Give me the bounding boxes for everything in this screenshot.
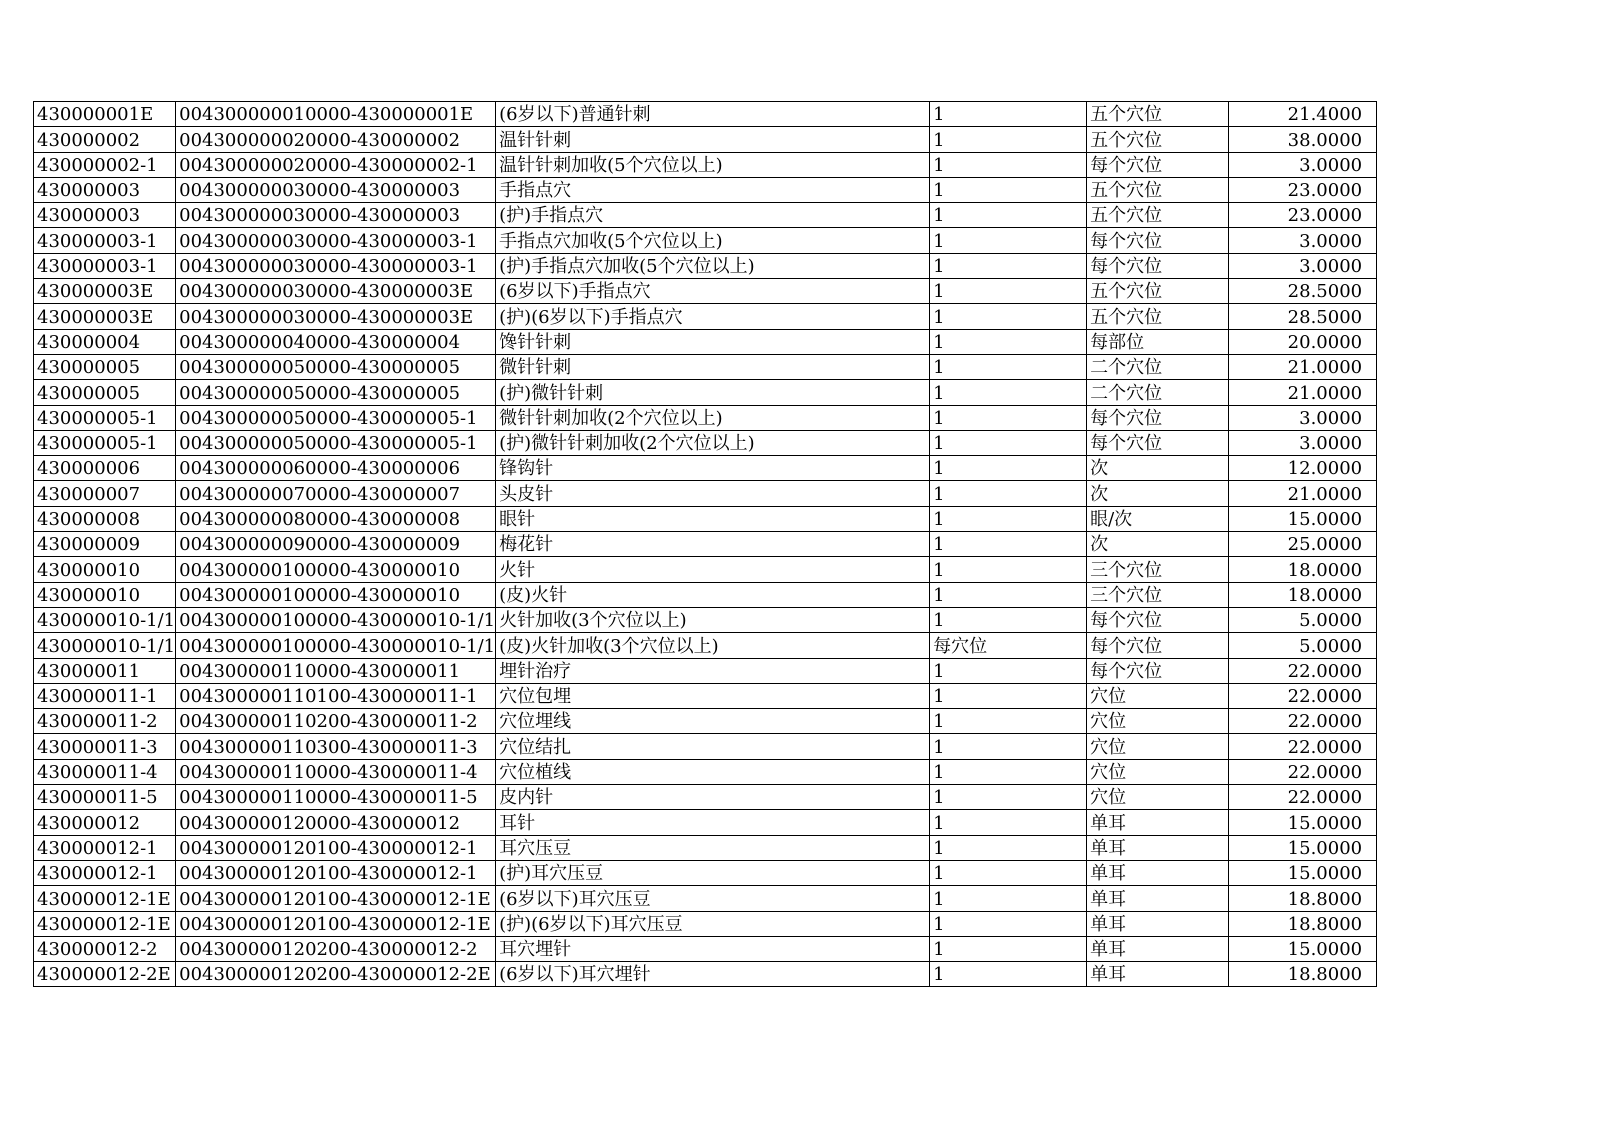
national-code-cell: 004300000120200-430000012-2E bbox=[176, 962, 496, 987]
unit-cell: 次 bbox=[1087, 456, 1229, 481]
price-table-body bbox=[34, 102, 1377, 987]
price-cell: 22.0000 bbox=[1229, 683, 1377, 708]
item-name-cell: (护)微针针刺 bbox=[496, 380, 930, 405]
item-name-cell: (护)手指点穴加收(5个穴位以上) bbox=[496, 253, 930, 278]
item-name-cell: 皮内针 bbox=[496, 785, 930, 810]
price-cell: 18.8000 bbox=[1229, 911, 1377, 936]
price-cell: 28.5000 bbox=[1229, 304, 1377, 329]
national-code-cell: 004300000030000-430000003E bbox=[176, 304, 496, 329]
national-code-cell: 004300000120200-430000012-2 bbox=[176, 936, 496, 961]
quantity-cell: 1 bbox=[930, 380, 1087, 405]
national-code-cell: 004300000030000-430000003 bbox=[176, 203, 496, 228]
price-cell: 3.0000 bbox=[1229, 228, 1377, 253]
quantity-cell: 1 bbox=[930, 430, 1087, 455]
national-code-cell: 004300000100000-430000010-1/1 bbox=[176, 633, 496, 658]
quantity-cell: 1 bbox=[930, 683, 1087, 708]
quantity-cell: 1 bbox=[930, 658, 1087, 683]
quantity-cell: 1 bbox=[930, 304, 1087, 329]
table-row bbox=[34, 430, 1377, 455]
item-code-cell: 430000011-3 bbox=[34, 734, 176, 759]
price-cell: 38.0000 bbox=[1229, 127, 1377, 152]
national-code-cell: 004300000050000-430000005 bbox=[176, 354, 496, 379]
unit-cell: 五个穴位 bbox=[1087, 177, 1229, 202]
table-row bbox=[34, 405, 1377, 430]
table-row bbox=[34, 152, 1377, 177]
item-name-cell: 头皮针 bbox=[496, 481, 930, 506]
national-code-cell: 004300000090000-430000009 bbox=[176, 532, 496, 557]
item-name-cell: 耳穴埋针 bbox=[496, 936, 930, 961]
unit-cell: 二个穴位 bbox=[1087, 380, 1229, 405]
quantity-cell: 1 bbox=[930, 253, 1087, 278]
item-code-cell: 430000001E bbox=[34, 102, 176, 127]
item-name-cell: (皮)火针加收(3个穴位以上) bbox=[496, 633, 930, 658]
price-cell: 15.0000 bbox=[1229, 936, 1377, 961]
quantity-cell: 1 bbox=[930, 607, 1087, 632]
unit-cell: 三个穴位 bbox=[1087, 582, 1229, 607]
quantity-cell: 1 bbox=[930, 835, 1087, 860]
item-name-cell: (6岁以下)耳穴压豆 bbox=[496, 886, 930, 911]
unit-cell: 二个穴位 bbox=[1087, 354, 1229, 379]
quantity-cell: 1 bbox=[930, 329, 1087, 354]
item-code-cell: 430000011-5 bbox=[34, 785, 176, 810]
item-code-cell: 430000010-1/1 bbox=[34, 607, 176, 632]
national-code-cell: 004300000030000-430000003-1 bbox=[176, 228, 496, 253]
item-code-cell: 430000004 bbox=[34, 329, 176, 354]
quantity-cell: 1 bbox=[930, 886, 1087, 911]
item-code-cell: 430000012 bbox=[34, 810, 176, 835]
table-row bbox=[34, 759, 1377, 784]
table-row bbox=[34, 329, 1377, 354]
table-row bbox=[34, 127, 1377, 152]
item-code-cell: 430000009 bbox=[34, 532, 176, 557]
item-name-cell: 温针针刺加收(5个穴位以上) bbox=[496, 152, 930, 177]
item-code-cell: 430000008 bbox=[34, 506, 176, 531]
table-row bbox=[34, 886, 1377, 911]
national-code-cell: 004300000100000-430000010-1/1 bbox=[176, 607, 496, 632]
item-name-cell: 穴位埋线 bbox=[496, 709, 930, 734]
table-row bbox=[34, 380, 1377, 405]
national-code-cell: 004300000010000-430000001E bbox=[176, 102, 496, 127]
item-name-cell: 埋针治疗 bbox=[496, 658, 930, 683]
item-code-cell: 430000012-2 bbox=[34, 936, 176, 961]
national-code-cell: 004300000050000-430000005 bbox=[176, 380, 496, 405]
table-row bbox=[34, 709, 1377, 734]
quantity-cell: 1 bbox=[930, 734, 1087, 759]
price-cell: 3.0000 bbox=[1229, 253, 1377, 278]
price-cell: 21.0000 bbox=[1229, 354, 1377, 379]
national-code-cell: 004300000030000-430000003E bbox=[176, 279, 496, 304]
item-name-cell: (6岁以下)耳穴埋针 bbox=[496, 962, 930, 987]
unit-cell: 单耳 bbox=[1087, 835, 1229, 860]
table-row bbox=[34, 456, 1377, 481]
item-code-cell: 430000005 bbox=[34, 354, 176, 379]
quantity-cell: 1 bbox=[930, 405, 1087, 430]
item-code-cell: 430000007 bbox=[34, 481, 176, 506]
unit-cell: 每个穴位 bbox=[1087, 253, 1229, 278]
quantity-cell: 1 bbox=[930, 228, 1087, 253]
item-code-cell: 430000002-1 bbox=[34, 152, 176, 177]
price-cell: 18.0000 bbox=[1229, 557, 1377, 582]
national-code-cell: 004300000110000-430000011 bbox=[176, 658, 496, 683]
price-cell: 20.0000 bbox=[1229, 329, 1377, 354]
item-name-cell: 锋钩针 bbox=[496, 456, 930, 481]
unit-cell: 单耳 bbox=[1087, 911, 1229, 936]
unit-cell: 穴位 bbox=[1087, 683, 1229, 708]
unit-cell: 每个穴位 bbox=[1087, 152, 1229, 177]
item-code-cell: 430000003-1 bbox=[34, 228, 176, 253]
item-code-cell: 430000010 bbox=[34, 557, 176, 582]
unit-cell: 五个穴位 bbox=[1087, 102, 1229, 127]
national-code-cell: 004300000120100-430000012-1 bbox=[176, 860, 496, 885]
table-row bbox=[34, 582, 1377, 607]
price-cell: 22.0000 bbox=[1229, 658, 1377, 683]
item-name-cell: 耳穴压豆 bbox=[496, 835, 930, 860]
unit-cell: 每个穴位 bbox=[1087, 228, 1229, 253]
quantity-cell: 1 bbox=[930, 709, 1087, 734]
quantity-cell: 1 bbox=[930, 506, 1087, 531]
price-cell: 3.0000 bbox=[1229, 430, 1377, 455]
item-name-cell: (护)微针针刺加收(2个穴位以上) bbox=[496, 430, 930, 455]
table-row bbox=[34, 785, 1377, 810]
national-code-cell: 004300000100000-430000010 bbox=[176, 557, 496, 582]
table-row bbox=[34, 203, 1377, 228]
table-row bbox=[34, 177, 1377, 202]
item-name-cell: 手指点穴加收(5个穴位以上) bbox=[496, 228, 930, 253]
national-code-cell: 004300000020000-430000002-1 bbox=[176, 152, 496, 177]
price-cell: 15.0000 bbox=[1229, 506, 1377, 531]
unit-cell: 次 bbox=[1087, 481, 1229, 506]
item-name-cell: 眼针 bbox=[496, 506, 930, 531]
quantity-cell: 1 bbox=[930, 860, 1087, 885]
unit-cell: 穴位 bbox=[1087, 785, 1229, 810]
quantity-cell: 每穴位 bbox=[930, 633, 1087, 658]
national-code-cell: 004300000030000-430000003 bbox=[176, 177, 496, 202]
national-code-cell: 004300000120100-430000012-1 bbox=[176, 835, 496, 860]
price-cell: 3.0000 bbox=[1229, 405, 1377, 430]
item-name-cell: 火针加收(3个穴位以上) bbox=[496, 607, 930, 632]
unit-cell: 单耳 bbox=[1087, 936, 1229, 961]
unit-cell: 穴位 bbox=[1087, 759, 1229, 784]
item-name-cell: (6岁以下)普通针刺 bbox=[496, 102, 930, 127]
national-code-cell: 004300000080000-430000008 bbox=[176, 506, 496, 531]
item-code-cell: 430000011 bbox=[34, 658, 176, 683]
national-code-cell: 004300000110300-430000011-3 bbox=[176, 734, 496, 759]
price-cell: 18.8000 bbox=[1229, 886, 1377, 911]
price-cell: 28.5000 bbox=[1229, 279, 1377, 304]
price-cell: 5.0000 bbox=[1229, 607, 1377, 632]
item-name-cell: (皮)火针 bbox=[496, 582, 930, 607]
unit-cell: 单耳 bbox=[1087, 886, 1229, 911]
unit-cell: 单耳 bbox=[1087, 810, 1229, 835]
unit-cell: 次 bbox=[1087, 532, 1229, 557]
item-code-cell: 430000012-2E bbox=[34, 962, 176, 987]
unit-cell: 每个穴位 bbox=[1087, 430, 1229, 455]
price-cell: 22.0000 bbox=[1229, 734, 1377, 759]
item-name-cell: (护)手指点穴 bbox=[496, 203, 930, 228]
item-code-cell: 430000010-1/1 bbox=[34, 633, 176, 658]
item-name-cell: (6岁以下)手指点穴 bbox=[496, 279, 930, 304]
item-name-cell: 梅花针 bbox=[496, 532, 930, 557]
price-cell: 21.0000 bbox=[1229, 481, 1377, 506]
item-code-cell: 430000011-2 bbox=[34, 709, 176, 734]
price-cell: 18.0000 bbox=[1229, 582, 1377, 607]
quantity-cell: 1 bbox=[930, 102, 1087, 127]
quantity-cell: 1 bbox=[930, 127, 1087, 152]
price-cell: 5.0000 bbox=[1229, 633, 1377, 658]
table-row bbox=[34, 506, 1377, 531]
price-cell: 22.0000 bbox=[1229, 759, 1377, 784]
unit-cell: 每个穴位 bbox=[1087, 658, 1229, 683]
national-code-cell: 004300000100000-430000010 bbox=[176, 582, 496, 607]
national-code-cell: 004300000120100-430000012-1E bbox=[176, 911, 496, 936]
quantity-cell: 1 bbox=[930, 279, 1087, 304]
quantity-cell: 1 bbox=[930, 759, 1087, 784]
national-code-cell: 004300000110000-430000011-5 bbox=[176, 785, 496, 810]
price-cell: 18.8000 bbox=[1229, 962, 1377, 987]
price-cell: 25.0000 bbox=[1229, 532, 1377, 557]
item-code-cell: 430000003-1 bbox=[34, 253, 176, 278]
price-cell: 15.0000 bbox=[1229, 860, 1377, 885]
table-row bbox=[34, 228, 1377, 253]
table-row bbox=[34, 102, 1377, 127]
table-row bbox=[34, 304, 1377, 329]
table-row bbox=[34, 658, 1377, 683]
table-row bbox=[34, 279, 1377, 304]
item-name-cell: (护)耳穴压豆 bbox=[496, 860, 930, 885]
national-code-cell: 004300000120000-430000012 bbox=[176, 810, 496, 835]
price-cell: 23.0000 bbox=[1229, 203, 1377, 228]
item-name-cell: 耳针 bbox=[496, 810, 930, 835]
unit-cell: 五个穴位 bbox=[1087, 127, 1229, 152]
table-row bbox=[34, 734, 1377, 759]
price-cell: 3.0000 bbox=[1229, 152, 1377, 177]
unit-cell: 每个穴位 bbox=[1087, 405, 1229, 430]
national-code-cell: 004300000110100-430000011-1 bbox=[176, 683, 496, 708]
table-row bbox=[34, 633, 1377, 658]
item-name-cell: 微针针刺 bbox=[496, 354, 930, 379]
item-code-cell: 430000010 bbox=[34, 582, 176, 607]
table-row bbox=[34, 835, 1377, 860]
national-code-cell: 004300000120100-430000012-1E bbox=[176, 886, 496, 911]
item-code-cell: 430000012-1 bbox=[34, 860, 176, 885]
unit-cell: 三个穴位 bbox=[1087, 557, 1229, 582]
quantity-cell: 1 bbox=[930, 203, 1087, 228]
price-table bbox=[33, 101, 1377, 987]
table-row bbox=[34, 810, 1377, 835]
item-name-cell: 温针针刺 bbox=[496, 127, 930, 152]
table-row bbox=[34, 607, 1377, 632]
item-code-cell: 430000011-1 bbox=[34, 683, 176, 708]
unit-cell: 每部位 bbox=[1087, 329, 1229, 354]
item-code-cell: 430000012-1E bbox=[34, 911, 176, 936]
item-code-cell: 430000002 bbox=[34, 127, 176, 152]
item-code-cell: 430000012-1 bbox=[34, 835, 176, 860]
price-cell: 12.0000 bbox=[1229, 456, 1377, 481]
unit-cell: 单耳 bbox=[1087, 860, 1229, 885]
item-name-cell: 火针 bbox=[496, 557, 930, 582]
unit-cell: 五个穴位 bbox=[1087, 203, 1229, 228]
item-code-cell: 430000006 bbox=[34, 456, 176, 481]
table-row bbox=[34, 936, 1377, 961]
national-code-cell: 004300000030000-430000003-1 bbox=[176, 253, 496, 278]
quantity-cell: 1 bbox=[930, 481, 1087, 506]
table-row bbox=[34, 557, 1377, 582]
item-code-cell: 430000005 bbox=[34, 380, 176, 405]
item-code-cell: 430000005-1 bbox=[34, 430, 176, 455]
unit-cell: 眼/次 bbox=[1087, 506, 1229, 531]
item-code-cell: 430000003 bbox=[34, 177, 176, 202]
table-row bbox=[34, 481, 1377, 506]
item-code-cell: 430000012-1E bbox=[34, 886, 176, 911]
quantity-cell: 1 bbox=[930, 582, 1087, 607]
item-name-cell: (护)(6岁以下)手指点穴 bbox=[496, 304, 930, 329]
quantity-cell: 1 bbox=[930, 354, 1087, 379]
quantity-cell: 1 bbox=[930, 152, 1087, 177]
national-code-cell: 004300000050000-430000005-1 bbox=[176, 405, 496, 430]
national-code-cell: 004300000060000-430000006 bbox=[176, 456, 496, 481]
table-row bbox=[34, 354, 1377, 379]
unit-cell: 穴位 bbox=[1087, 734, 1229, 759]
item-name-cell: 穴位结扎 bbox=[496, 734, 930, 759]
table-row bbox=[34, 911, 1377, 936]
price-cell: 22.0000 bbox=[1229, 709, 1377, 734]
quantity-cell: 1 bbox=[930, 557, 1087, 582]
item-code-cell: 430000005-1 bbox=[34, 405, 176, 430]
unit-cell: 五个穴位 bbox=[1087, 279, 1229, 304]
unit-cell: 每个穴位 bbox=[1087, 607, 1229, 632]
item-code-cell: 430000003E bbox=[34, 304, 176, 329]
quantity-cell: 1 bbox=[930, 456, 1087, 481]
price-cell: 15.0000 bbox=[1229, 810, 1377, 835]
price-cell: 22.0000 bbox=[1229, 785, 1377, 810]
price-cell: 15.0000 bbox=[1229, 835, 1377, 860]
table-row bbox=[34, 962, 1377, 987]
table-row bbox=[34, 532, 1377, 557]
quantity-cell: 1 bbox=[930, 177, 1087, 202]
item-name-cell: 馋针针刺 bbox=[496, 329, 930, 354]
national-code-cell: 004300000110000-430000011-4 bbox=[176, 759, 496, 784]
unit-cell: 五个穴位 bbox=[1087, 304, 1229, 329]
item-code-cell: 430000003E bbox=[34, 279, 176, 304]
quantity-cell: 1 bbox=[930, 532, 1087, 557]
item-name-cell: (护)(6岁以下)耳穴压豆 bbox=[496, 911, 930, 936]
price-cell: 21.4000 bbox=[1229, 102, 1377, 127]
unit-cell: 穴位 bbox=[1087, 709, 1229, 734]
table-row bbox=[34, 683, 1377, 708]
item-code-cell: 430000011-4 bbox=[34, 759, 176, 784]
national-code-cell: 004300000070000-430000007 bbox=[176, 481, 496, 506]
quantity-cell: 1 bbox=[930, 936, 1087, 961]
unit-cell: 单耳 bbox=[1087, 962, 1229, 987]
national-code-cell: 004300000110200-430000011-2 bbox=[176, 709, 496, 734]
price-cell: 21.0000 bbox=[1229, 380, 1377, 405]
item-name-cell: 手指点穴 bbox=[496, 177, 930, 202]
table-row bbox=[34, 860, 1377, 885]
unit-cell: 每个穴位 bbox=[1087, 633, 1229, 658]
item-code-cell: 430000003 bbox=[34, 203, 176, 228]
national-code-cell: 004300000020000-430000002 bbox=[176, 127, 496, 152]
price-cell: 23.0000 bbox=[1229, 177, 1377, 202]
national-code-cell: 004300000050000-430000005-1 bbox=[176, 430, 496, 455]
quantity-cell: 1 bbox=[930, 962, 1087, 987]
national-code-cell: 004300000040000-430000004 bbox=[176, 329, 496, 354]
item-name-cell: 微针针刺加收(2个穴位以上) bbox=[496, 405, 930, 430]
table-row bbox=[34, 253, 1377, 278]
quantity-cell: 1 bbox=[930, 810, 1087, 835]
quantity-cell: 1 bbox=[930, 911, 1087, 936]
item-name-cell: 穴位植线 bbox=[496, 759, 930, 784]
quantity-cell: 1 bbox=[930, 785, 1087, 810]
item-name-cell: 穴位包埋 bbox=[496, 683, 930, 708]
